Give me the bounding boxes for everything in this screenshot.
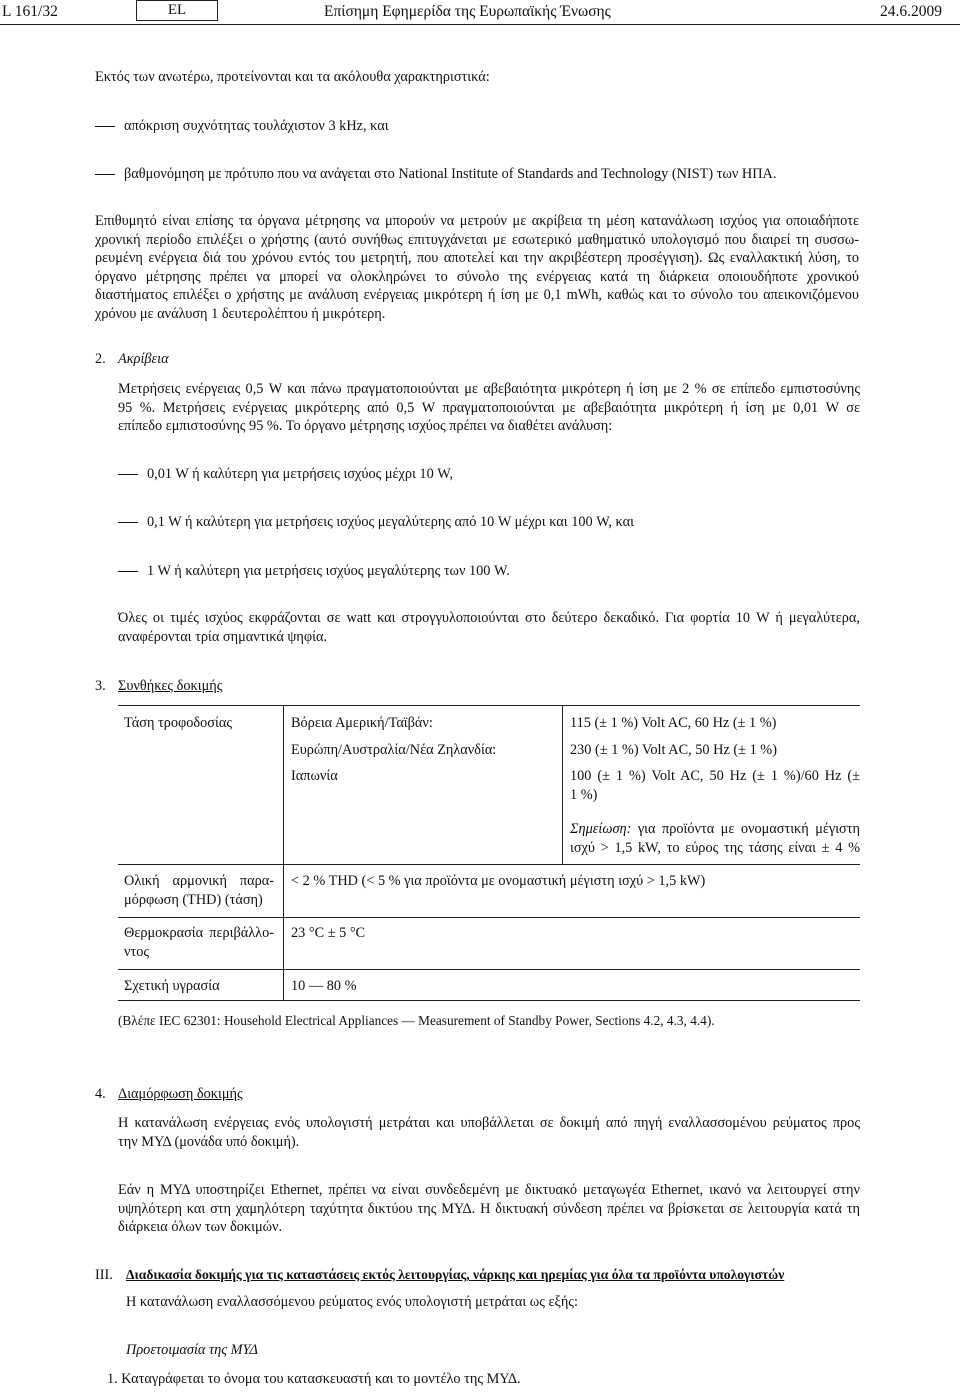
preparation-subtitle: Προετοιμασία της ΜΥΔ: [126, 1342, 258, 1358]
list-item: [118, 562, 510, 581]
dash-marker: [118, 474, 138, 484]
humidity-label: Σχετική υγρασία: [124, 978, 220, 994]
note-label: Σημείωση:: [570, 821, 632, 837]
thd-label-line: μόρφωση (THD) (τάση): [124, 891, 263, 908]
list-item-text: 0,01 W ή καλύτερη για μετρήσεις ισχύος μέχρι 10 W,: [147, 466, 454, 482]
voltage-note: [570, 820, 860, 857]
paragraph-line: χρονική περίοδο επιλέξει ο χρήστης (αυτό συνήθως επιτυγχάνεται με εσωτερικό μαθηματικό υπολογισμό που διαιρεί τη συσσω-: [95, 231, 859, 248]
table-bottom-rule: [118, 1000, 860, 1001]
temperature-label-line: ντος: [124, 943, 150, 960]
list-item: [95, 117, 389, 136]
thd-label-line: Ολική αρμονική παρα-: [124, 873, 274, 889]
voltage-japan: [570, 767, 860, 804]
meter-paragraph: [95, 212, 859, 324]
voltage-japan-line: 100 (± 1 %) Volt AC, 50 Hz (± 1 %)/60 Hz (±: [570, 768, 860, 784]
list-item-text: βαθμονόμηση με πρότυπο που να ανάγεται στο National Institute of Standards and Technology (NIST) των ΗΠΑ.: [124, 166, 777, 182]
paragraph-line: Επιθυμητό είναι επίσης τα όργανα μέτρησης να μπορούν να μετρούν με ακρίβεια τη μέση κατανάλωση ισχύος για οποιαδήποτε: [95, 213, 859, 229]
step-1: 1. Καταγράφεται το όνομα του κατασκευαστή και το μοντέλο της ΜΥΔ.: [107, 1371, 521, 1387]
section-2-number: 2.: [95, 351, 106, 367]
list-item-text: απόκριση συχνότητας τουλάχιστον 3 kHz, και: [124, 118, 389, 134]
paragraph-line: αναφέρονται τρία σημαντικά ψηφία.: [118, 628, 328, 645]
language-tag: EL: [136, 0, 218, 21]
table-top-rule: [118, 705, 860, 706]
section-iii-number: III.: [95, 1267, 113, 1283]
paragraph-line: επίπεδο εμπιστοσύνης 95 %. Το όργανο μέτρησης ισχύος πρέπει να διαθέτει ανάλυση:: [118, 418, 613, 435]
temperature-value: 23 °C ± 5 °C: [291, 925, 366, 941]
page-reference: L 161/32: [2, 3, 58, 20]
paragraph-line: διάρκεια όλων των δοκιμών.: [118, 1219, 283, 1236]
section-2-title: Ακρίβεια: [118, 351, 169, 367]
intro-line: Εκτός των ανωτέρω, προτείνονται και τα ακόλουθα χαρακτηριστικά:: [95, 69, 490, 85]
voltage-japan-line: 1 %): [570, 786, 598, 803]
journal-title: Επίσημη Εφημερίδα της Ευρωπαϊκής Ένωσης: [324, 3, 611, 20]
paragraph-line: υψηλότερη και στη χαμηλότερη ταχύτητα δικτύου της ΜΥΔ. Η δικτυακή σύνδεση πρέπει να βρίσκεται σε λειτουργία κατά τη: [118, 1200, 860, 1217]
rounding-paragraph: [118, 609, 860, 646]
note-text: για προϊόντα με ονομαστική μέγιστη: [631, 821, 860, 837]
dash-marker: [118, 522, 138, 532]
paragraph-line: διαστήματος επιλέξει ο χρήστης με ανάλυση ενέργειας μικρότερη ή ίση με 0,1 mWh, καθώς και το σύνολο του απεικονιζόμενου: [95, 287, 859, 304]
section-iii-line: Η κατανάλωση εναλλασσόμενου ρεύματος ενός υπολογιστή μετράται ως εξής:: [126, 1294, 578, 1310]
table-column-rule: [283, 705, 284, 1000]
setup-paragraph-1: [118, 1114, 860, 1151]
temperature-label-line: Θερμοκρασία περιβάλλο-: [124, 925, 274, 941]
section-4-number: 4.: [95, 1086, 106, 1102]
section-3-title: Συνθήκες δοκιμής: [118, 678, 223, 694]
list-item: [118, 513, 634, 532]
voltage-note-line: [570, 820, 860, 839]
paragraph-line: όργανο μέτρησης πρέπει να μπορεί να ολοκληρώνει το σύνολο της ενέργειας κατά τη διάρκεια οποιουδήποτε χρονικού: [95, 268, 859, 285]
list-item: [118, 465, 453, 484]
list-item-text: 0,1 W ή καλύτερη για μετρήσεις ισχύος μεγαλύτερης από 10 W μέχρι και 100 W, και: [147, 514, 634, 530]
paragraph-line: Όλες οι τιμές ισχύος εκφράζονται σε watt και στρογγυλοποιούνται στο δεύτερο δεκαδικό. Για φορτία 10 W ή μεγαλύτερα,: [118, 610, 860, 626]
header-rule: [0, 24, 960, 25]
table-row-rule: [118, 864, 860, 865]
standard-reference: (Βλέπε IEC 62301: Household Electrical Appliances — Measurement of Standby Power, Sections 4.2, 4.3, 4.4).: [118, 1013, 715, 1028]
paragraph-line: ρευμένη ενέργεια διά του χρόνου εντός του μετρητή, που αποτελεί και την ακριβέστερη προσέγγιση). Ως εναλλακτική λύση, το: [95, 250, 859, 267]
setup-paragraph-2: [118, 1181, 860, 1237]
paragraph-line: Μετρήσεις ενέργειας 0,5 W και πάνω πραγματοποιούνται με αβεβαιότητα μικρότερη ή ίση με 2 % σε επίπεδο εμπιστοσύνης: [118, 381, 860, 397]
dash-marker: [95, 126, 115, 136]
supply-voltage-label: Τάση τροφοδοσίας: [124, 715, 233, 731]
thd-value: < 2 % THD (< 5 % για προϊόντα με ονομαστική μέγιστη ισχύ > 1,5 kW): [291, 873, 706, 889]
publication-date: 24.6.2009: [880, 3, 942, 20]
paragraph-line: την ΜΥΔ (μονάδα υπό δοκιμή).: [118, 1133, 300, 1150]
dash-marker: [118, 571, 138, 581]
paragraph-line: 95 %. Μετρήσεις ενέργειας μικρότερης από 0,5 W πραγματοποιούνται με αβεβαιότητα μικρότερη ή ίση με 0,01 W σε: [118, 399, 860, 416]
table-row-rule: [118, 969, 860, 970]
paragraph-line: χρόνου με ανάλυση 1 δευτερολέπτου ή μικρότερη.: [95, 305, 386, 322]
section-iii-title: Διαδικασία δοκιμής για τις καταστάσεις εκτός λειτουργίας, νάρκης και ηρεμίας για όλα τα προϊόντα υπολογιστών: [126, 1267, 785, 1282]
region-japan: Ιαπωνία: [291, 768, 338, 784]
list-item: [95, 165, 776, 184]
voltage-europe: 230 (± 1 %) Volt AC, 50 Hz (± 1 %): [570, 742, 777, 758]
table-row-rule: [118, 917, 860, 918]
voltage-note-line: ισχύ > 1,5 kW, το εύρος της τάσης είναι ± 4 %: [570, 839, 860, 856]
paragraph-line: Εάν η ΜΥΔ υποστηρίζει Ethernet, πρέπει να είναι συνδεδεμένη με δικτυακό μεταγωγέα Ethernet, ικανό να λειτουργεί στην: [118, 1182, 860, 1198]
section-4-title: Διαμόρφωση δοκιμής: [118, 1086, 243, 1102]
voltage-north-america: 115 (± 1 %) Volt AC, 60 Hz (± 1 %): [570, 715, 777, 731]
dash-marker: [95, 174, 115, 184]
accuracy-paragraph: [118, 380, 860, 436]
table-column-rule: [562, 705, 563, 864]
section-3-number: 3.: [95, 678, 106, 694]
region-europe: Ευρώπη/Αυστραλία/Νέα Ζηλανδία:: [291, 742, 497, 758]
list-item-text: 1 W ή καλύτερη για μετρήσεις ισχύος μεγαλύτερης των 100 W.: [147, 563, 510, 579]
thd-label: [124, 872, 274, 909]
humidity-value: 10 — 80 %: [291, 978, 357, 994]
region-north-america: Βόρεια Αμερική/Ταϊβάν:: [291, 715, 433, 731]
paragraph-line: Η κατανάλωση ενέργειας ενός υπολογιστή μετράται και υποβάλλεται σε δοκιμή από πηγή εναλλασσομένου ρεύματος προς: [118, 1115, 860, 1131]
temperature-label: [124, 924, 274, 961]
